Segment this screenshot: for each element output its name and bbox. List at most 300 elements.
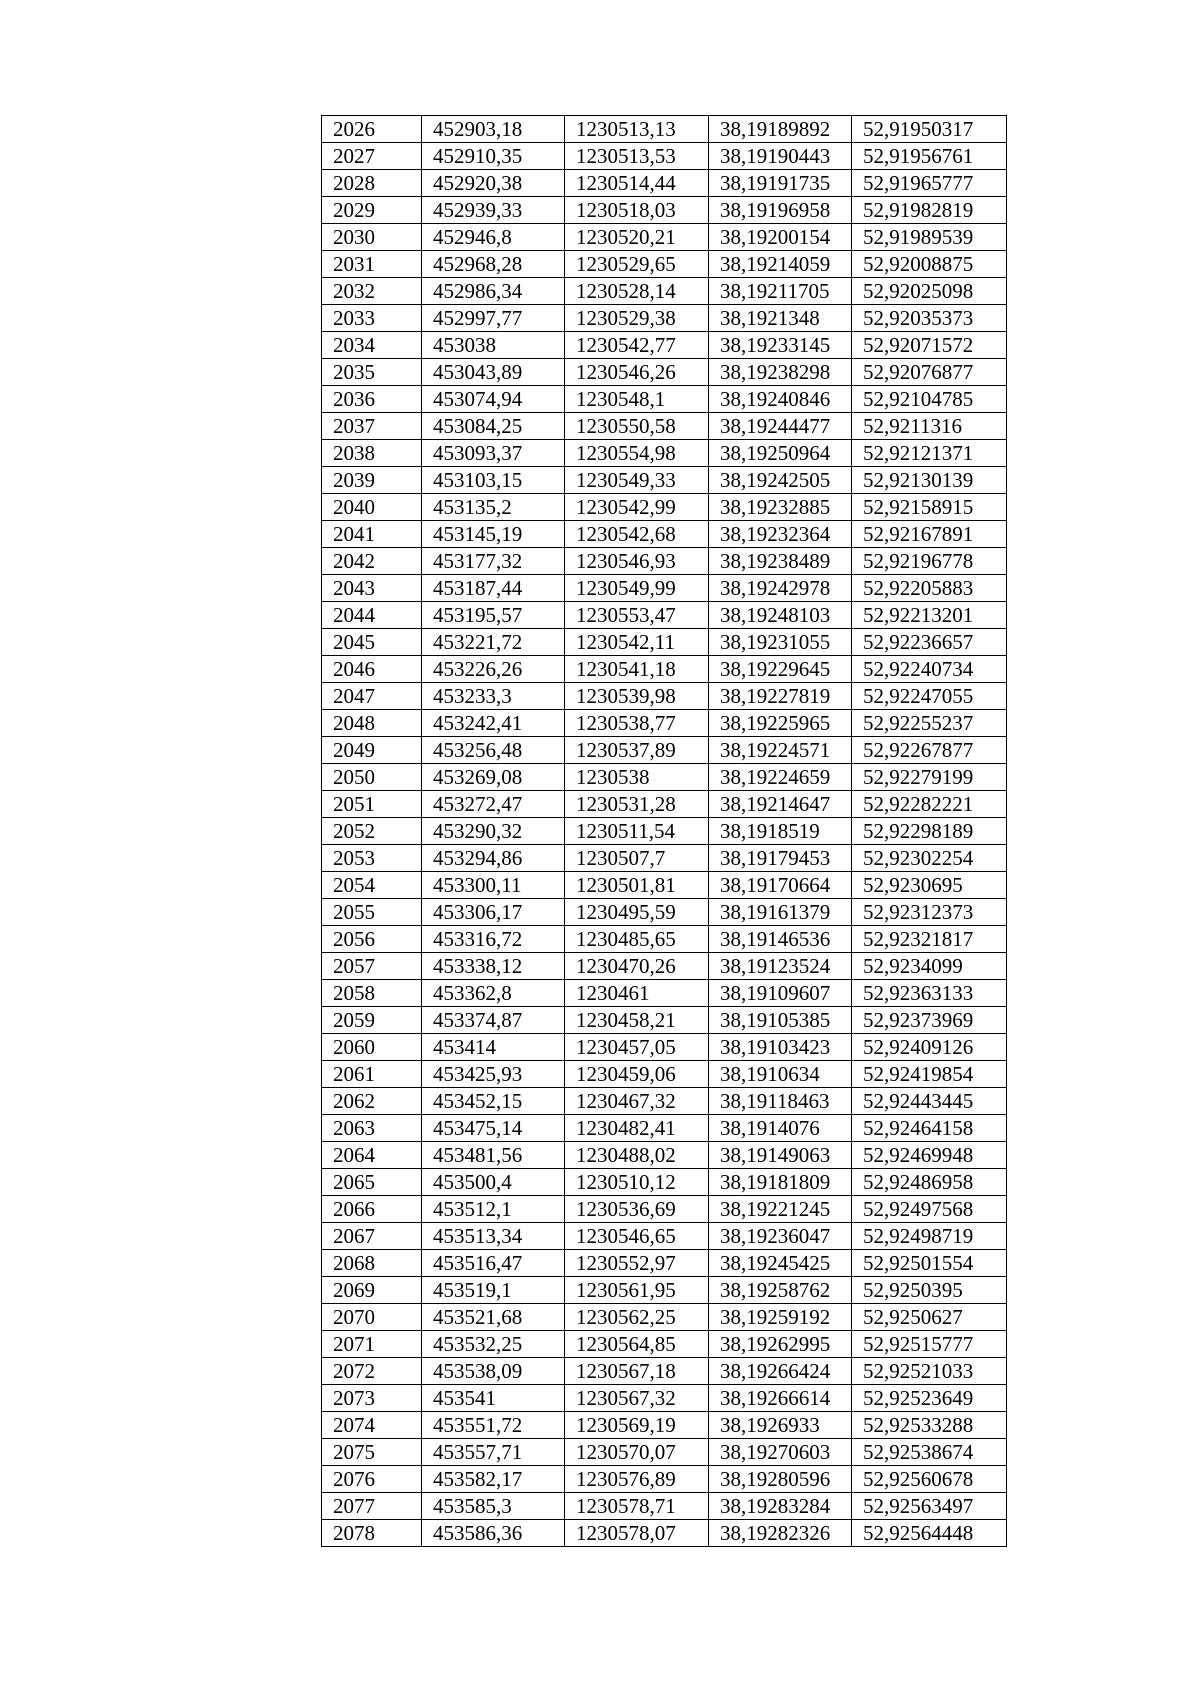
x-coordinate-cell: 453269,08 [422,764,565,791]
table-row [322,1061,1007,1088]
x-coordinate-cell: 453242,41 [422,710,565,737]
point-number-cell: 2067 [322,1223,422,1250]
table-row [322,1142,1007,1169]
x-coordinate-cell: 453038 [422,332,565,359]
x-coordinate-cell: 453233,3 [422,683,565,710]
table-row [322,683,1007,710]
point-number-cell: 2058 [322,980,422,1007]
x-coordinate-cell: 452986,34 [422,278,565,305]
table-row [322,629,1007,656]
longitude-cell: 52,92240734 [852,656,1007,683]
x-coordinate-cell: 453272,47 [422,791,565,818]
table-row [322,1007,1007,1034]
x-coordinate-cell: 453135,2 [422,494,565,521]
table-row [322,332,1007,359]
latitude-cell: 38,19244477 [709,413,852,440]
point-number-cell: 2056 [322,926,422,953]
latitude-cell: 38,19103423 [709,1034,852,1061]
latitude-cell: 38,19283284 [709,1493,852,1520]
longitude-cell: 52,92008875 [852,251,1007,278]
y-coordinate-cell: 1230518,03 [565,197,709,224]
x-coordinate-cell: 453103,15 [422,467,565,494]
y-coordinate-cell: 1230546,26 [565,359,709,386]
x-coordinate-cell: 453226,26 [422,656,565,683]
y-coordinate-cell: 1230549,99 [565,575,709,602]
y-coordinate-cell: 1230459,06 [565,1061,709,1088]
x-coordinate-cell: 453519,1 [422,1277,565,1304]
y-coordinate-cell: 1230513,53 [565,143,709,170]
point-number-cell: 2036 [322,386,422,413]
longitude-cell: 52,92363133 [852,980,1007,1007]
y-coordinate-cell: 1230542,68 [565,521,709,548]
y-coordinate-cell: 1230514,44 [565,170,709,197]
point-number-cell: 2070 [322,1304,422,1331]
x-coordinate-cell: 452997,77 [422,305,565,332]
longitude-cell: 52,92409126 [852,1034,1007,1061]
point-number-cell: 2047 [322,683,422,710]
point-number-cell: 2030 [322,224,422,251]
point-number-cell: 2028 [322,170,422,197]
x-coordinate-cell: 453300,11 [422,872,565,899]
longitude-cell: 52,92469948 [852,1142,1007,1169]
latitude-cell: 38,19190443 [709,143,852,170]
latitude-cell: 38,1918519 [709,818,852,845]
table-row [322,1358,1007,1385]
latitude-cell: 38,19179453 [709,845,852,872]
x-coordinate-cell: 453521,68 [422,1304,565,1331]
y-coordinate-cell: 1230554,98 [565,440,709,467]
x-coordinate-cell: 453338,12 [422,953,565,980]
latitude-cell: 38,19227819 [709,683,852,710]
y-coordinate-cell: 1230537,89 [565,737,709,764]
latitude-cell: 38,19161379 [709,899,852,926]
table-row [322,1223,1007,1250]
x-coordinate-cell: 453195,57 [422,602,565,629]
table-row [322,575,1007,602]
y-coordinate-cell: 1230470,26 [565,953,709,980]
point-number-cell: 2035 [322,359,422,386]
y-coordinate-cell: 1230531,28 [565,791,709,818]
table-row [322,1466,1007,1493]
longitude-cell: 52,92523649 [852,1385,1007,1412]
x-coordinate-cell: 452939,33 [422,197,565,224]
longitude-cell: 52,92501554 [852,1250,1007,1277]
latitude-cell: 38,19238489 [709,548,852,575]
x-coordinate-cell: 453538,09 [422,1358,565,1385]
x-coordinate-cell: 453306,17 [422,899,565,926]
longitude-cell: 52,9250395 [852,1277,1007,1304]
y-coordinate-cell: 1230513,13 [565,116,709,143]
longitude-cell: 52,92167891 [852,521,1007,548]
table-row [322,359,1007,386]
y-coordinate-cell: 1230539,98 [565,683,709,710]
latitude-cell: 38,19232364 [709,521,852,548]
table-row [322,1115,1007,1142]
x-coordinate-cell: 453316,72 [422,926,565,953]
point-number-cell: 2053 [322,845,422,872]
longitude-cell: 52,92247055 [852,683,1007,710]
latitude-cell: 38,19200154 [709,224,852,251]
longitude-cell: 52,9234099 [852,953,1007,980]
latitude-cell: 38,19233145 [709,332,852,359]
table-row [322,872,1007,899]
coordinates-table [321,115,1007,1547]
table-row [322,494,1007,521]
y-coordinate-cell: 1230578,71 [565,1493,709,1520]
y-coordinate-cell: 1230461 [565,980,709,1007]
latitude-cell: 38,19266424 [709,1358,852,1385]
table-row [322,656,1007,683]
table-row [322,602,1007,629]
longitude-cell: 52,92282221 [852,791,1007,818]
longitude-cell: 52,91950317 [852,116,1007,143]
table-row [322,116,1007,143]
table-row [322,1331,1007,1358]
latitude-cell: 38,19280596 [709,1466,852,1493]
point-number-cell: 2033 [322,305,422,332]
longitude-cell: 52,92076877 [852,359,1007,386]
longitude-cell: 52,92312373 [852,899,1007,926]
y-coordinate-cell: 1230546,93 [565,548,709,575]
latitude-cell: 38,1914076 [709,1115,852,1142]
table-row [322,467,1007,494]
x-coordinate-cell: 453425,93 [422,1061,565,1088]
table-row [322,1520,1007,1547]
latitude-cell: 38,19149063 [709,1142,852,1169]
latitude-cell: 38,19214059 [709,251,852,278]
point-number-cell: 2069 [322,1277,422,1304]
y-coordinate-cell: 1230510,12 [565,1169,709,1196]
latitude-cell: 38,19229645 [709,656,852,683]
latitude-cell: 38,19258762 [709,1277,852,1304]
longitude-cell: 52,91956761 [852,143,1007,170]
y-coordinate-cell: 1230546,65 [565,1223,709,1250]
point-number-cell: 2071 [322,1331,422,1358]
x-coordinate-cell: 453177,32 [422,548,565,575]
point-number-cell: 2046 [322,656,422,683]
point-number-cell: 2073 [322,1385,422,1412]
longitude-cell: 52,92497568 [852,1196,1007,1223]
x-coordinate-cell: 453187,44 [422,575,565,602]
y-coordinate-cell: 1230542,99 [565,494,709,521]
latitude-cell: 38,19231055 [709,629,852,656]
x-coordinate-cell: 453585,3 [422,1493,565,1520]
table-row [322,413,1007,440]
table-row [322,845,1007,872]
table-row [322,278,1007,305]
table-row [322,818,1007,845]
x-coordinate-cell: 452910,35 [422,143,565,170]
y-coordinate-cell: 1230562,25 [565,1304,709,1331]
point-number-cell: 2062 [322,1088,422,1115]
latitude-cell: 38,19262995 [709,1331,852,1358]
point-number-cell: 2038 [322,440,422,467]
point-number-cell: 2031 [322,251,422,278]
longitude-cell: 52,92419854 [852,1061,1007,1088]
longitude-cell: 52,92321817 [852,926,1007,953]
table-row [322,1493,1007,1520]
y-coordinate-cell: 1230567,18 [565,1358,709,1385]
table-row [322,953,1007,980]
longitude-cell: 52,9230695 [852,872,1007,899]
y-coordinate-cell: 1230570,07 [565,1439,709,1466]
longitude-cell: 52,92205883 [852,575,1007,602]
y-coordinate-cell: 1230538 [565,764,709,791]
point-number-cell: 2051 [322,791,422,818]
longitude-cell: 52,92373969 [852,1007,1007,1034]
point-number-cell: 2054 [322,872,422,899]
longitude-cell: 52,92025098 [852,278,1007,305]
x-coordinate-cell: 453093,37 [422,440,565,467]
x-coordinate-cell: 453294,86 [422,845,565,872]
latitude-cell: 38,19270603 [709,1439,852,1466]
y-coordinate-cell: 1230549,33 [565,467,709,494]
x-coordinate-cell: 453481,56 [422,1142,565,1169]
longitude-cell: 52,92035373 [852,305,1007,332]
table-row [322,1169,1007,1196]
longitude-cell: 52,92071572 [852,332,1007,359]
latitude-cell: 38,1926933 [709,1412,852,1439]
point-number-cell: 2045 [322,629,422,656]
latitude-cell: 38,19109607 [709,980,852,1007]
longitude-cell: 52,9250627 [852,1304,1007,1331]
longitude-cell: 52,92533288 [852,1412,1007,1439]
latitude-cell: 38,19123524 [709,953,852,980]
x-coordinate-cell: 452903,18 [422,116,565,143]
longitude-cell: 52,92443445 [852,1088,1007,1115]
point-number-cell: 2052 [322,818,422,845]
longitude-cell: 52,92158915 [852,494,1007,521]
longitude-cell: 52,92130139 [852,467,1007,494]
latitude-cell: 38,19242505 [709,467,852,494]
y-coordinate-cell: 1230548,1 [565,386,709,413]
table-row [322,1250,1007,1277]
latitude-cell: 38,19282326 [709,1520,852,1547]
longitude-cell: 52,92563497 [852,1493,1007,1520]
y-coordinate-cell: 1230564,85 [565,1331,709,1358]
table-row [322,170,1007,197]
latitude-cell: 38,19250964 [709,440,852,467]
longitude-cell: 52,92302254 [852,845,1007,872]
table-row [322,737,1007,764]
point-number-cell: 2060 [322,1034,422,1061]
point-number-cell: 2039 [322,467,422,494]
point-number-cell: 2037 [322,413,422,440]
y-coordinate-cell: 1230457,05 [565,1034,709,1061]
table-row [322,899,1007,926]
x-coordinate-cell: 453084,25 [422,413,565,440]
point-number-cell: 2029 [322,197,422,224]
point-number-cell: 2074 [322,1412,422,1439]
table-row [322,764,1007,791]
y-coordinate-cell: 1230501,81 [565,872,709,899]
latitude-cell: 38,19211705 [709,278,852,305]
table-row [322,1088,1007,1115]
point-number-cell: 2076 [322,1466,422,1493]
latitude-cell: 38,19196958 [709,197,852,224]
longitude-cell: 52,92213201 [852,602,1007,629]
x-coordinate-cell: 453145,19 [422,521,565,548]
longitude-cell: 52,92521033 [852,1358,1007,1385]
table-row [322,1034,1007,1061]
latitude-cell: 38,19118463 [709,1088,852,1115]
point-number-cell: 2050 [322,764,422,791]
point-number-cell: 2041 [322,521,422,548]
point-number-cell: 2063 [322,1115,422,1142]
point-number-cell: 2042 [322,548,422,575]
longitude-cell: 52,92464158 [852,1115,1007,1142]
coordinates-table-body [322,116,1007,1547]
latitude-cell: 38,19245425 [709,1250,852,1277]
y-coordinate-cell: 1230553,47 [565,602,709,629]
x-coordinate-cell: 453290,32 [422,818,565,845]
longitude-cell: 52,92498719 [852,1223,1007,1250]
table-row [322,548,1007,575]
y-coordinate-cell: 1230569,19 [565,1412,709,1439]
x-coordinate-cell: 453256,48 [422,737,565,764]
point-number-cell: 2066 [322,1196,422,1223]
table-row [322,926,1007,953]
point-number-cell: 2065 [322,1169,422,1196]
y-coordinate-cell: 1230467,32 [565,1088,709,1115]
y-coordinate-cell: 1230550,58 [565,413,709,440]
point-number-cell: 2044 [322,602,422,629]
longitude-cell: 52,91989539 [852,224,1007,251]
x-coordinate-cell: 453221,72 [422,629,565,656]
longitude-cell: 52,92267877 [852,737,1007,764]
table-row [322,1385,1007,1412]
longitude-cell: 52,92121371 [852,440,1007,467]
y-coordinate-cell: 1230520,21 [565,224,709,251]
y-coordinate-cell: 1230485,65 [565,926,709,953]
longitude-cell: 52,92196778 [852,548,1007,575]
y-coordinate-cell: 1230542,11 [565,629,709,656]
point-number-cell: 2027 [322,143,422,170]
table-row [322,980,1007,1007]
x-coordinate-cell: 453362,8 [422,980,565,1007]
point-number-cell: 2040 [322,494,422,521]
point-number-cell: 2068 [322,1250,422,1277]
latitude-cell: 38,19146536 [709,926,852,953]
x-coordinate-cell: 453074,94 [422,386,565,413]
point-number-cell: 2061 [322,1061,422,1088]
latitude-cell: 38,1921348 [709,305,852,332]
latitude-cell: 38,19242978 [709,575,852,602]
x-coordinate-cell: 453374,87 [422,1007,565,1034]
latitude-cell: 38,19214647 [709,791,852,818]
longitude-cell: 52,92279199 [852,764,1007,791]
latitude-cell: 38,19189892 [709,116,852,143]
latitude-cell: 38,19236047 [709,1223,852,1250]
point-number-cell: 2059 [322,1007,422,1034]
x-coordinate-cell: 453551,72 [422,1412,565,1439]
latitude-cell: 38,19224571 [709,737,852,764]
point-number-cell: 2057 [322,953,422,980]
point-number-cell: 2055 [322,899,422,926]
y-coordinate-cell: 1230488,02 [565,1142,709,1169]
y-coordinate-cell: 1230567,32 [565,1385,709,1412]
latitude-cell: 38,1910634 [709,1061,852,1088]
table-row [322,710,1007,737]
longitude-cell: 52,92298189 [852,818,1007,845]
longitude-cell: 52,92486958 [852,1169,1007,1196]
latitude-cell: 38,19238298 [709,359,852,386]
latitude-cell: 38,19105385 [709,1007,852,1034]
table-row [322,386,1007,413]
y-coordinate-cell: 1230576,89 [565,1466,709,1493]
point-number-cell: 2043 [322,575,422,602]
longitude-cell: 52,92564448 [852,1520,1007,1547]
table-row [322,224,1007,251]
table-row [322,305,1007,332]
x-coordinate-cell: 453452,15 [422,1088,565,1115]
table-row [322,1439,1007,1466]
point-number-cell: 2032 [322,278,422,305]
x-coordinate-cell: 453414 [422,1034,565,1061]
point-number-cell: 2064 [322,1142,422,1169]
y-coordinate-cell: 1230542,77 [565,332,709,359]
y-coordinate-cell: 1230561,95 [565,1277,709,1304]
table-row [322,197,1007,224]
x-coordinate-cell: 453513,34 [422,1223,565,1250]
point-number-cell: 2049 [322,737,422,764]
longitude-cell: 52,92538674 [852,1439,1007,1466]
point-number-cell: 2075 [322,1439,422,1466]
table-row [322,143,1007,170]
latitude-cell: 38,19221245 [709,1196,852,1223]
x-coordinate-cell: 453532,25 [422,1331,565,1358]
y-coordinate-cell: 1230552,97 [565,1250,709,1277]
latitude-cell: 38,19224659 [709,764,852,791]
x-coordinate-cell: 452946,8 [422,224,565,251]
y-coordinate-cell: 1230538,77 [565,710,709,737]
latitude-cell: 38,19240846 [709,386,852,413]
y-coordinate-cell: 1230529,38 [565,305,709,332]
point-number-cell: 2077 [322,1493,422,1520]
latitude-cell: 38,19191735 [709,170,852,197]
y-coordinate-cell: 1230578,07 [565,1520,709,1547]
table-row [322,1277,1007,1304]
x-coordinate-cell: 453512,1 [422,1196,565,1223]
y-coordinate-cell: 1230482,41 [565,1115,709,1142]
y-coordinate-cell: 1230507,7 [565,845,709,872]
table-row [322,1196,1007,1223]
y-coordinate-cell: 1230529,65 [565,251,709,278]
y-coordinate-cell: 1230511,54 [565,818,709,845]
point-number-cell: 2072 [322,1358,422,1385]
x-coordinate-cell: 453516,47 [422,1250,565,1277]
longitude-cell: 52,91965777 [852,170,1007,197]
x-coordinate-cell: 453043,89 [422,359,565,386]
longitude-cell: 52,92236657 [852,629,1007,656]
x-coordinate-cell: 452968,28 [422,251,565,278]
latitude-cell: 38,19259192 [709,1304,852,1331]
y-coordinate-cell: 1230528,14 [565,278,709,305]
longitude-cell: 52,92560678 [852,1466,1007,1493]
latitude-cell: 38,19170664 [709,872,852,899]
longitude-cell: 52,9211316 [852,413,1007,440]
y-coordinate-cell: 1230541,18 [565,656,709,683]
table-row [322,251,1007,278]
point-number-cell: 2034 [322,332,422,359]
point-number-cell: 2078 [322,1520,422,1547]
x-coordinate-cell: 452920,38 [422,170,565,197]
table-row [322,1412,1007,1439]
table-row [322,521,1007,548]
table-row [322,1304,1007,1331]
latitude-cell: 38,19225965 [709,710,852,737]
x-coordinate-cell: 453475,14 [422,1115,565,1142]
